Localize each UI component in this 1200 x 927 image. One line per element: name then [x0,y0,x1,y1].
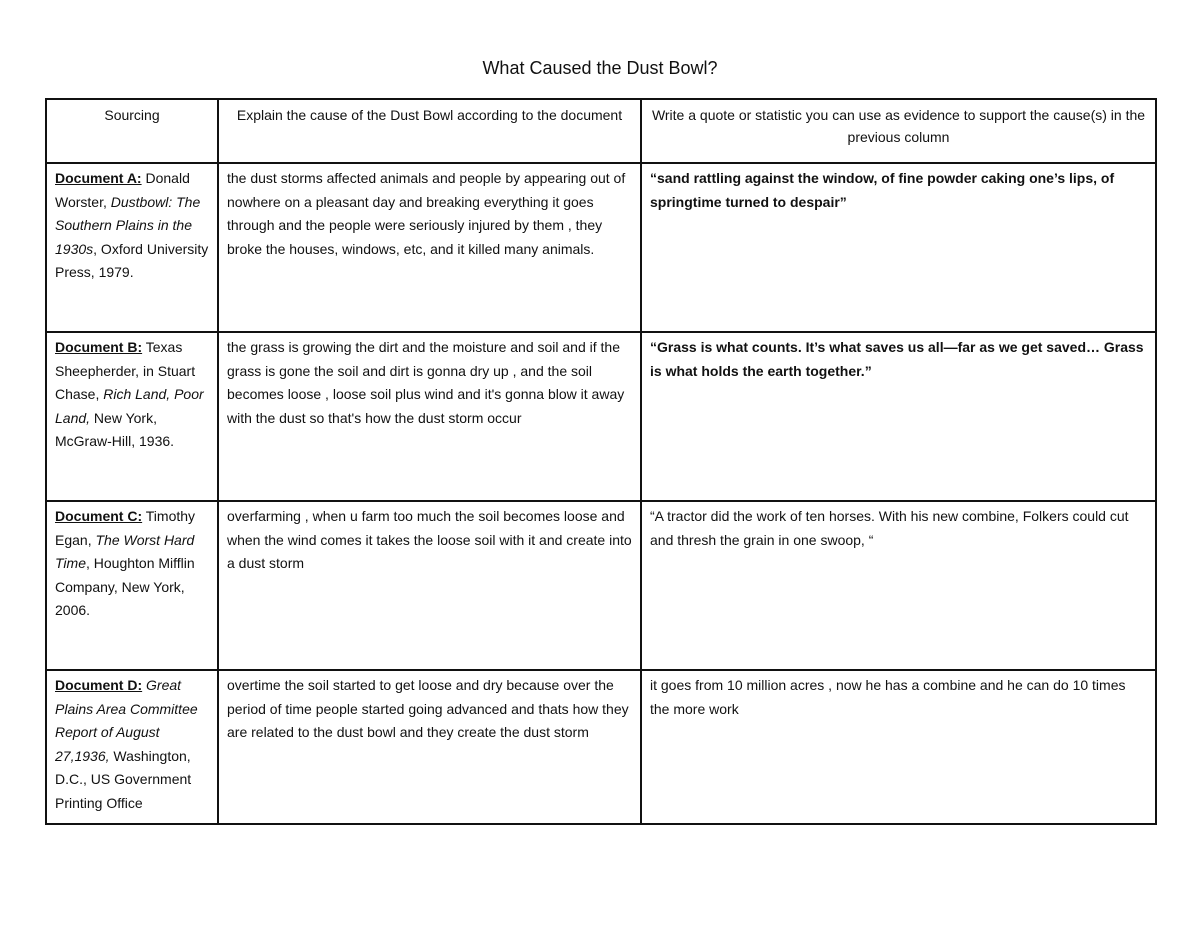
cause-cell: overtime the soil started to get loose and dry because over the period of time people started going advanced and thats how they are related to the dust bowl and they create the dust storm [218,670,641,824]
source-title: The Worst Hard Time [55,531,195,571]
document-label: Document C: [55,508,143,524]
sourcing-cell [46,163,218,332]
document-label: Document B: [55,339,143,355]
document-label: Document A: [55,170,142,186]
sourcing-cell [46,332,218,501]
cause-cell: the grass is growing the dirt and the moisture and soil and if the grass is gone the soil and dirt is gonna dry up , and the soil becomes loose , loose soil plus wind and it's gonna blow it away with the dust so that's how the dust storm occur [218,332,641,501]
source-text: Donald Worster, [55,170,190,210]
header-cause: Explain the cause of the Dust Bowl according to the document [218,99,641,163]
table-row [46,501,1156,670]
source-text: , Houghton Mifflin Company, New York, 2006. [55,555,195,618]
table-row [46,163,1156,332]
evidence-cell: “A tractor did the work of ten horses. With his new combine, Folkers could cut and thresh the grain in one swoop, “ [641,501,1156,670]
source-text: , Oxford University Press, 1979. [55,240,209,280]
page-title: What Caused the Dust Bowl? [482,58,718,78]
header-row [46,99,1156,163]
evidence-cell: “sand rattling against the window, of fine powder caking one’s lips, of springtime turned to despair” [641,163,1156,332]
source-text: New York, McGraw-Hill, 1936. [55,409,175,449]
evidence-cell: “Grass is what counts. It’s what saves us all—far as we get saved… Grass is what holds the earth together.” [641,332,1156,501]
source-title: Great Plains Area Committee Report of August 27,1936, [55,677,198,764]
table-row [46,332,1156,501]
source-text: Washington, D.C., US Government Printing Office [55,747,192,811]
source-text: Timothy Egan, [55,508,196,548]
source-text: Texas Sheepherder, in Stuart Chase, [55,339,196,402]
table-row [46,670,1156,824]
source-title: Rich Land, Poor Land, [55,386,204,426]
document-label: Document D: [55,677,143,693]
sourcing-cell [46,670,218,824]
sourcing-cell [46,501,218,670]
cause-cell: the dust storms affected animals and people by appearing out of nowhere on a pleasant day and breaking everything it goes through and the people were seriously injured by them , they broke the houses, windows, etc, and it killed many animals. [218,163,641,332]
source-title: Dustbowl: The Southern Plains in the 1930s [55,193,201,257]
evidence-cell: it goes from 10 million acres , now he has a combine and he can do 10 times the more work [641,670,1156,824]
worksheet-table [45,98,1157,825]
header-sourcing: Sourcing [46,99,218,163]
header-evidence: Write a quote or statistic you can use as evidence to support the cause(s) in the previous column [641,99,1156,163]
cause-cell: overfarming , when u farm too much the soil becomes loose and when the wind comes it takes the loose soil with it and create into a dust storm [218,501,641,670]
